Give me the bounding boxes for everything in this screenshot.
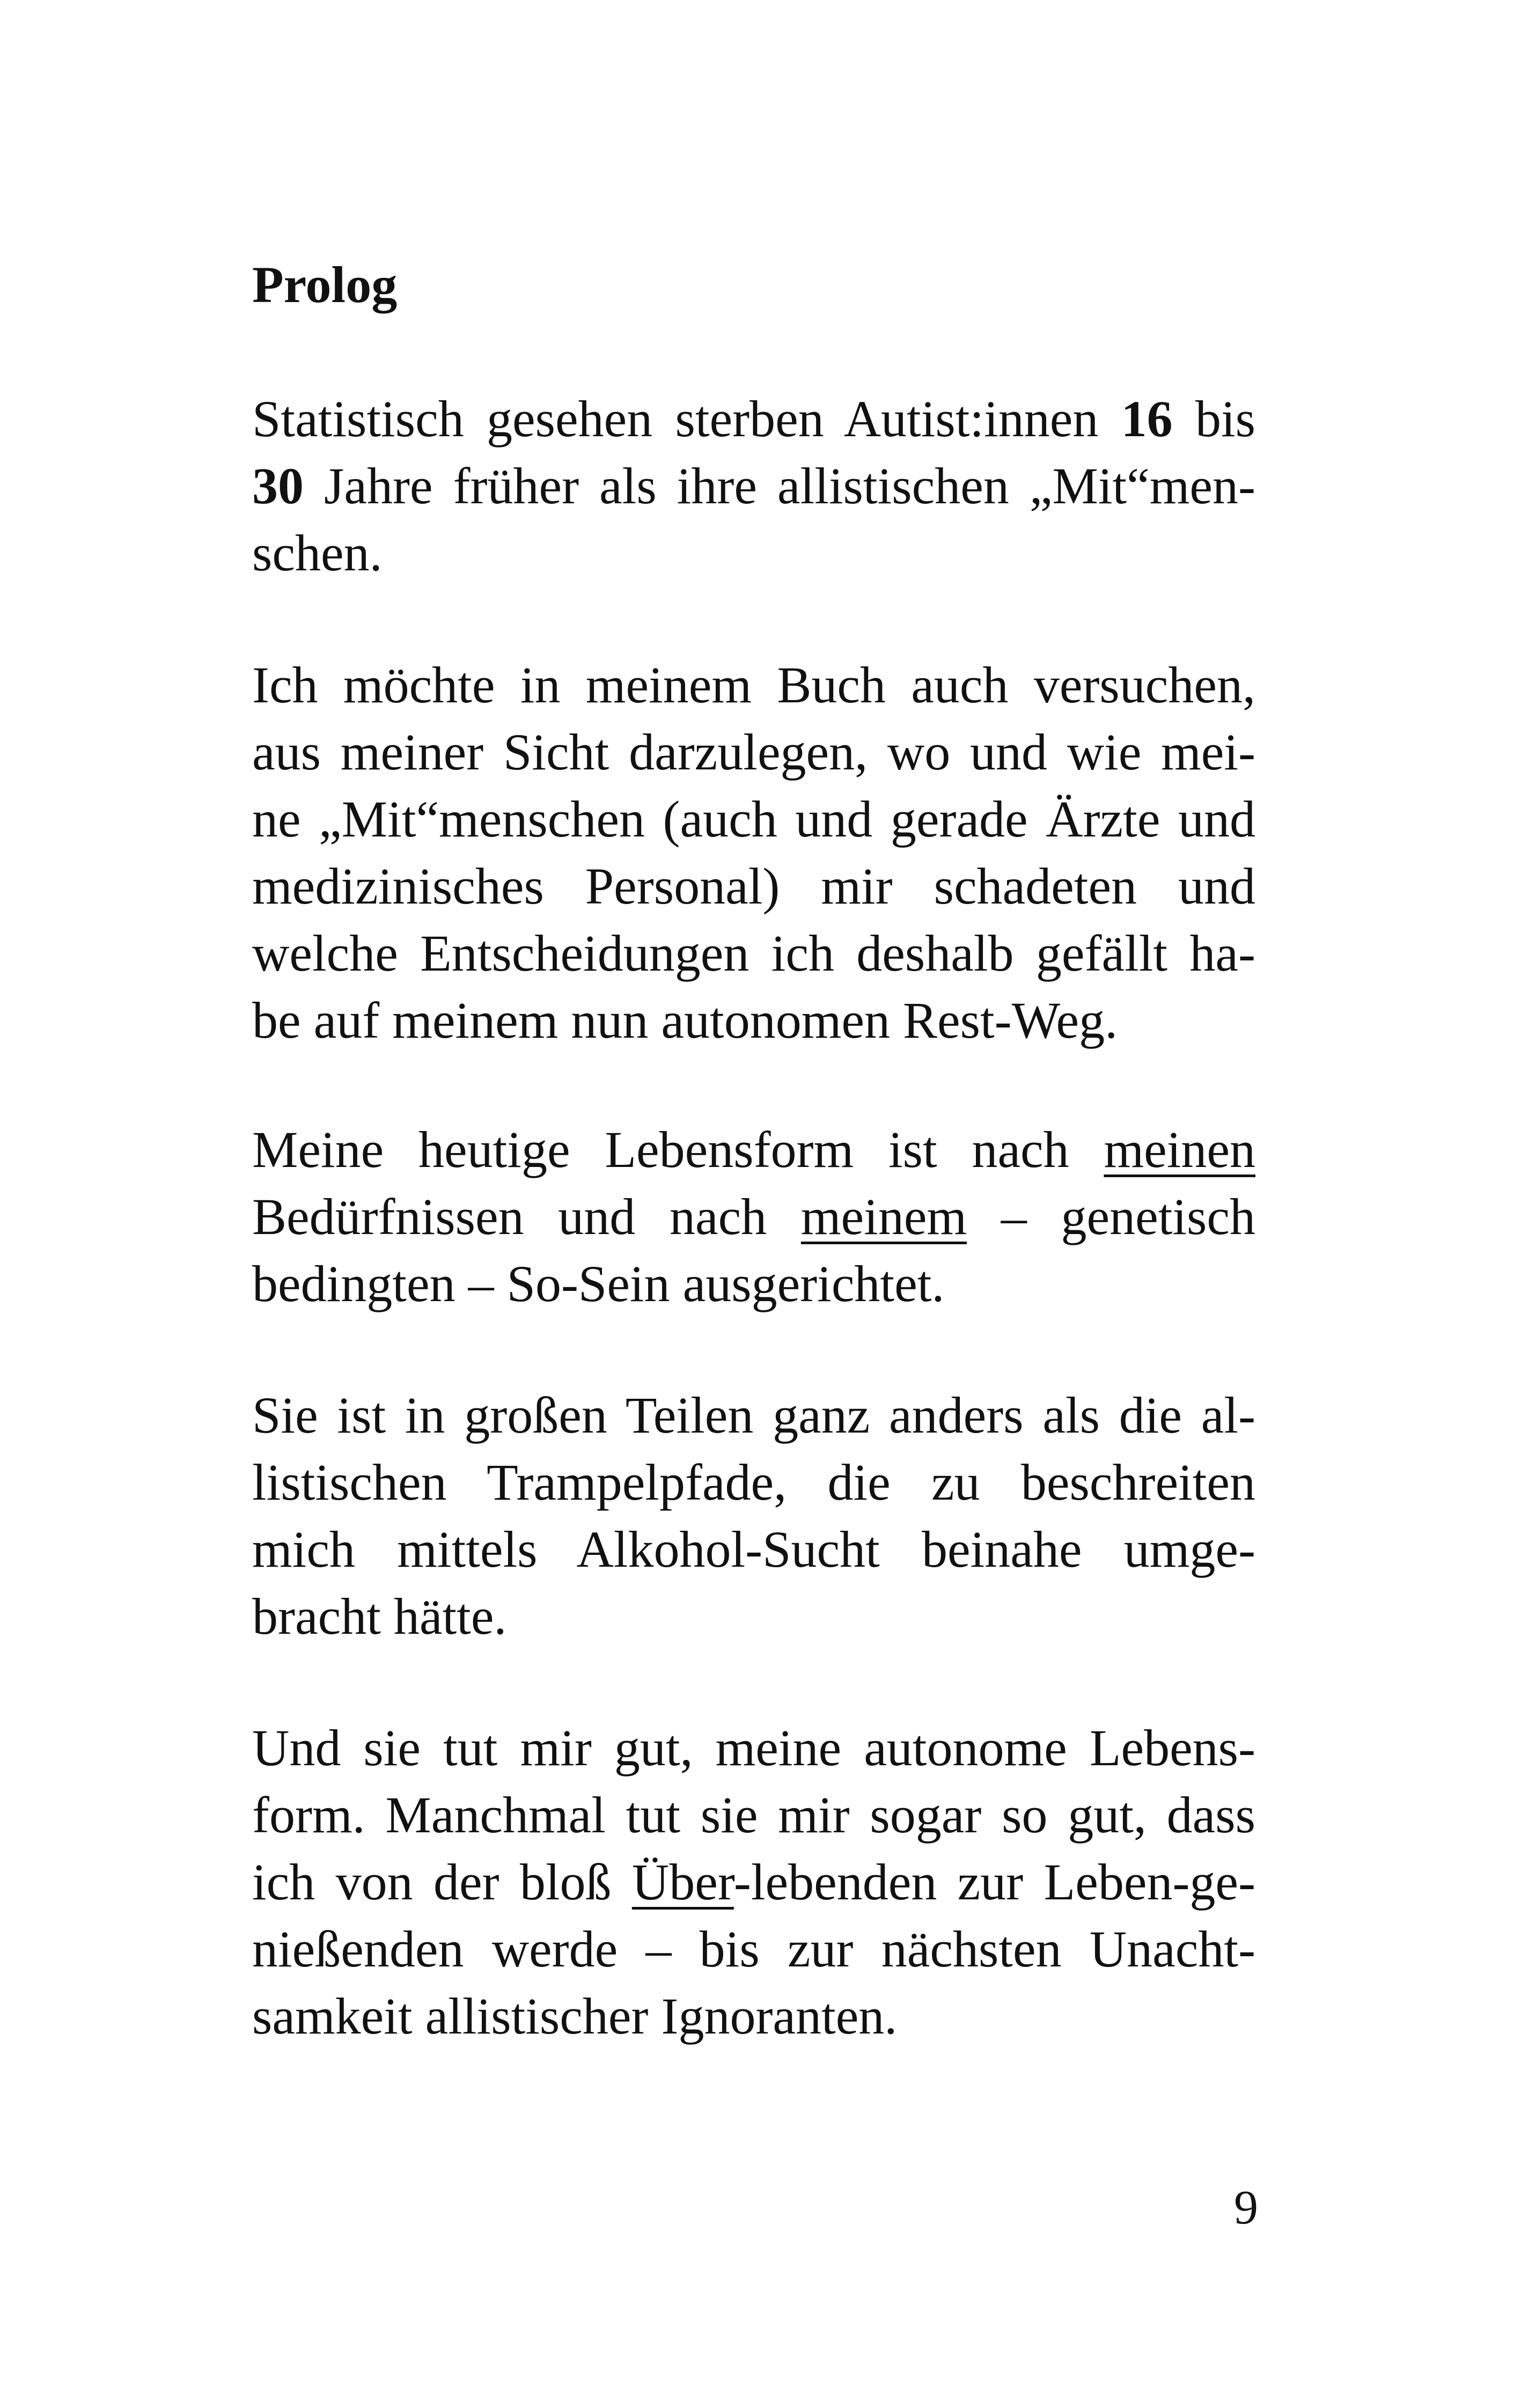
text-line: medizinisches Personal) mir schadeten und xyxy=(252,857,1255,915)
text-segment: -lebenden zur Leben-ge- xyxy=(733,1853,1256,1911)
text-segment: Meine heutige Lebensform ist nach xyxy=(252,1121,1104,1178)
text-line xyxy=(252,385,1255,452)
underlined-word: meinen xyxy=(1104,1121,1255,1178)
text-line: bracht hätte. xyxy=(252,1588,507,1645)
text-line: mich mittels Alkohol-Sucht beinahe umge- xyxy=(252,1521,1255,1578)
text-segment: Jahre früher als ihre allistischen „Mit“men- xyxy=(304,457,1255,515)
text-segment: bis xyxy=(1172,390,1256,447)
paragraph-statistics xyxy=(252,385,1255,586)
bold-number: 16 xyxy=(1121,390,1173,447)
paragraph-autonomous-life xyxy=(252,1714,1255,2050)
text-line: bedingten – So-Sein ausgerichtet. xyxy=(252,1255,945,1312)
underlined-word: meinem xyxy=(800,1188,967,1245)
text-line xyxy=(252,452,1255,519)
text-segment: – genetisch xyxy=(967,1188,1255,1245)
text-line: welche Entscheidungen ich deshalb gefällt ha- xyxy=(252,924,1255,982)
underlined-word: Über xyxy=(631,1853,734,1911)
text-segment: Statistisch gesehen sterben Autist:innen xyxy=(252,390,1121,447)
text-line xyxy=(252,1848,1255,1915)
page-number: 9 xyxy=(1234,2181,1258,2234)
text-line: be auf meinem nun autonomen Rest-Weg. xyxy=(252,992,1118,1049)
text-line: form. Manchmal tut sie mir sogar so gut, dass xyxy=(252,1786,1255,1844)
text-line: Ich möchte in meinem Buch auch versuchen, xyxy=(252,656,1255,714)
text-segment: Bedürfnissen und nach xyxy=(252,1188,801,1245)
text-line: samkeit allistischer Ignoranten. xyxy=(252,1987,898,2045)
bold-number: 30 xyxy=(252,457,304,515)
text-line: aus meiner Sicht darzulegen, wo und wie mei- xyxy=(252,723,1255,781)
text-line xyxy=(252,519,1255,586)
chapter-heading: Prolog xyxy=(252,256,398,313)
text-line: Sie ist in großen Teilen ganz anders als die al- xyxy=(252,1386,1255,1444)
text-line xyxy=(252,1183,1255,1250)
text-segment: schen. xyxy=(252,524,383,582)
text-line: listischen Trampelpfade, die zu beschreiten xyxy=(252,1453,1255,1511)
paragraph-life-form xyxy=(252,1116,1255,1317)
text-segment: ich von der bloß xyxy=(252,1853,632,1911)
paragraph-trampled-paths xyxy=(252,1382,1255,1650)
paragraph-book-intent xyxy=(252,651,1255,1054)
text-line: ne „Mit“menschen (auch und gerade Ärzte und xyxy=(252,790,1255,848)
text-line: Und sie tut mir gut, meine autonome Lebens- xyxy=(252,1719,1255,1776)
text-line: nießenden werde – bis zur nächsten Unacht- xyxy=(252,1920,1255,1978)
text-line xyxy=(252,1116,1255,1183)
